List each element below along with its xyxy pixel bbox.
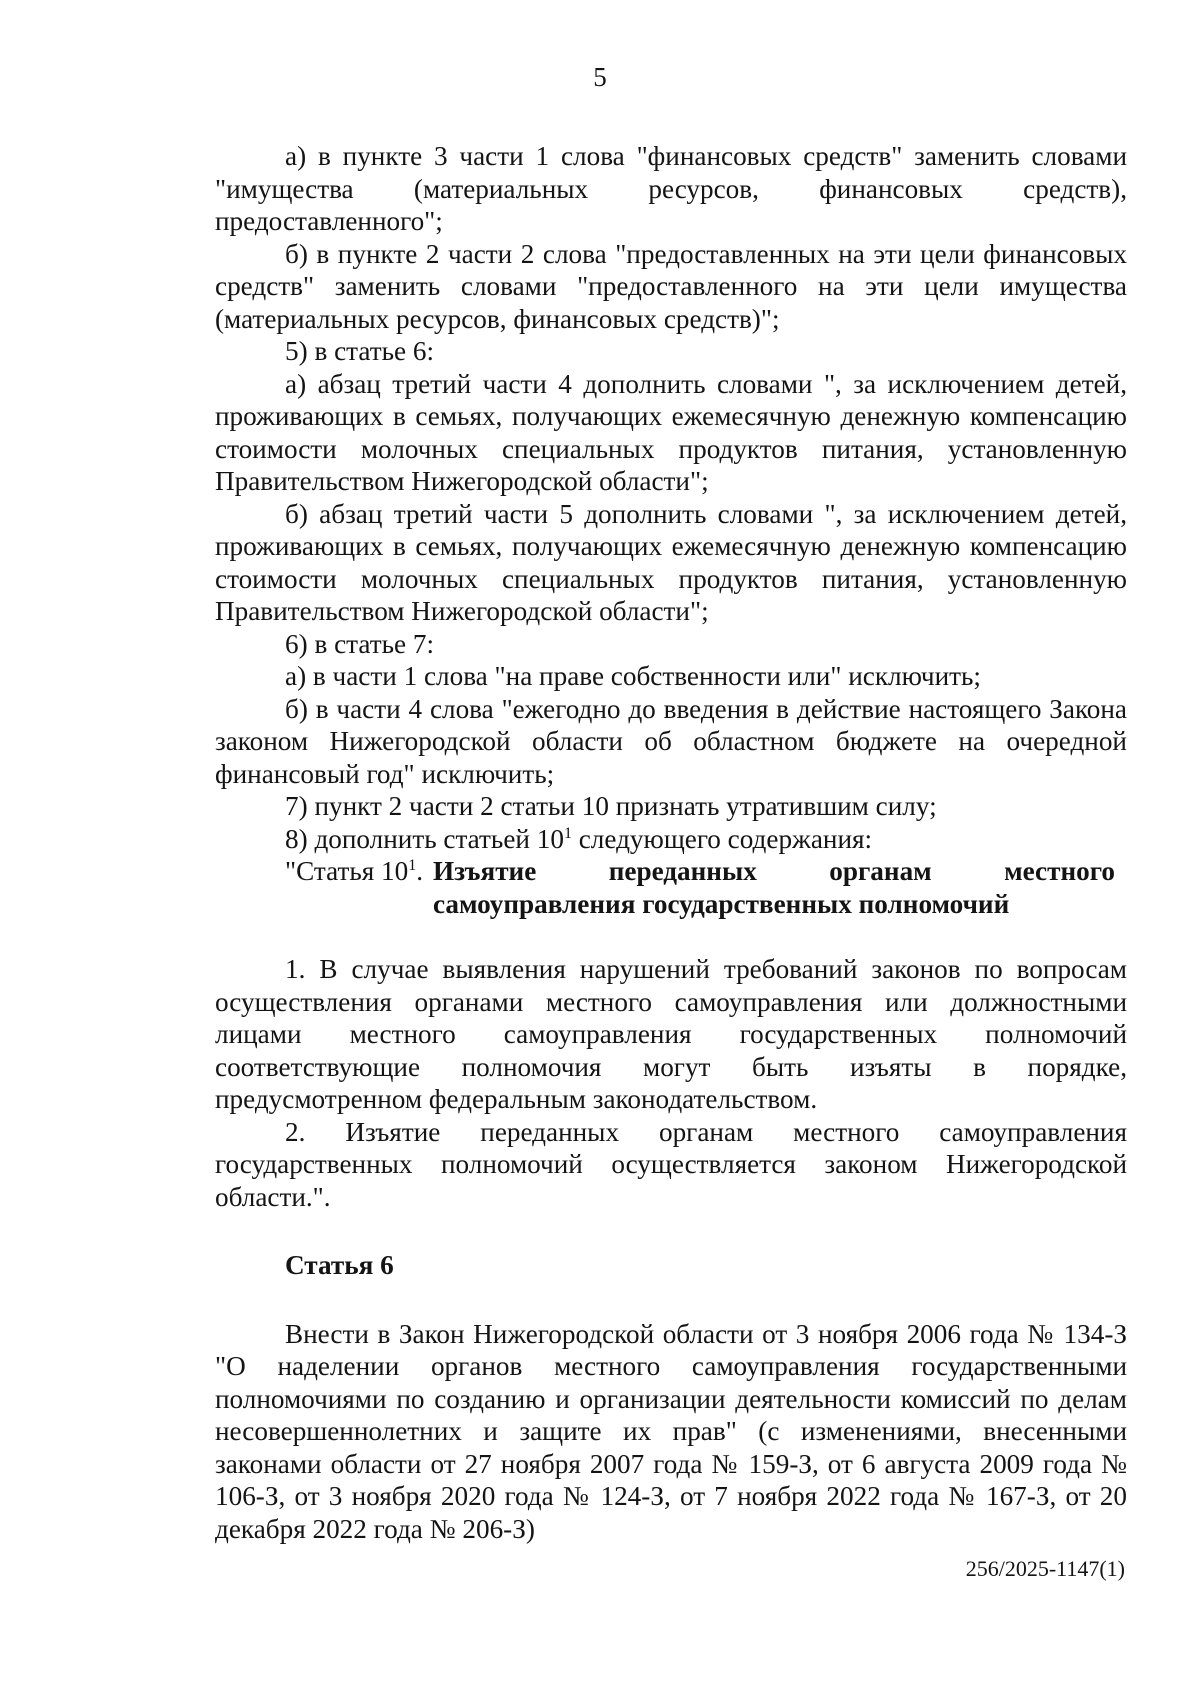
item-8-text-before: 8) дополнить статьей 10 [285,823,564,854]
paragraph-item-7: 7) пункт 2 части 2 статьи 10 признать утратившим силу; [285,791,937,821]
spacer [215,1282,1127,1318]
paragraph-amend-a: а) в пункте 3 части 1 слова "финансовых средств" заменить словами "имущества (материальных ресурсов, финансовых средств), предоставленного"; [215,141,1127,236]
inserted-paragraph-2: 2. Изъятие переданных органам местного самоуправления государственных полномочий осуществляется законом Нижегородской области.". [215,1116,1127,1212]
paragraph-item-5-b: б) абзац третий части 5 дополнить словами ", за исключением детей, проживающих в семьях, получающих ежемесячную денежную компенсацию стоимости молочных специальных продуктов питания, установленную Правительством Нижегородской области"; [215,498,1127,626]
document-code: 256/2025-1147(1) [965,1556,1125,1581]
article-6-body: Внести в Закон Нижегородской области от 3 ноября 2006 года № 134-З "О наделении органов местного самоуправления государственными полномочиями по созданию и организации деятельности комиссий по делам несовершеннолетних и защите их прав" (с изменениями, внесенными законами области от 27 ноября 2007 года № 159-З, от 6 августа 2009 года № 106-З, от 3 ноября 2020 года № 124-З, от 7 ноября 2022 года № 167-З, от 20 декабря 2022 года № 206-З) [215,1318,1127,1544]
item-8-superscript: 1 [563,824,572,842]
paragraph-amend-b: б) в пункте 2 части 2 слова "предоставленных на эти цели финансовых средств" заменить словами "предоставленного на эти цели имущества (материальных ресурсов, финансовых средств)"; [215,238,1127,334]
article-6-title: Статья 6 [285,1250,394,1280]
spacer [215,920,1127,953]
paragraph-item-8 [215,823,1127,856]
document-body [215,140,1127,1545]
paragraph-item-6: 6) в статье 7: [285,628,435,659]
inserted-article-lead: "Статья 10 [285,856,409,886]
inserted-article-label [285,855,423,920]
item-8-text-after: следующего содержания: [571,823,873,854]
paragraph-item-5: 5) в статье 6: [285,336,435,366]
paragraph-item-6-a: а) в части 1 слова "на праве собственности или" исключить; [285,661,981,691]
paragraph-item-6-b: б) в части 4 слова "ежегодно до введения в действие настоящего Закона законом Нижегородской области об областном бюджете на очередной финансовый год" исключить; [215,693,1127,789]
inserted-article-heading [215,855,1127,920]
inserted-article-superscript: 1 [408,857,417,874]
spacer [215,1213,1127,1249]
inserted-article-lead-suffix: . [416,856,424,886]
page-number: 5 [593,62,607,92]
inserted-paragraph-1: 1. В случае выявления нарушений требований законов по вопросам осуществления органами местного самоуправления или должностными лицами местного самоуправления государственных полномочий соответствующие полномочия могут быть изъяты в порядке, предусмотренном федеральным законодательством. [215,954,1127,1114]
paragraph-item-5-a: а) абзац третий части 4 дополнить словами ", за исключением детей, проживающих в семьях, получающих ежемесячную денежную компенсацию стоимости молочных специальных продуктов питания, установленную Правительством Нижегородской области"; [215,368,1127,496]
inserted-article-title: Изъятие переданных органам местного самоуправления государственных полномочий [433,856,1115,919]
